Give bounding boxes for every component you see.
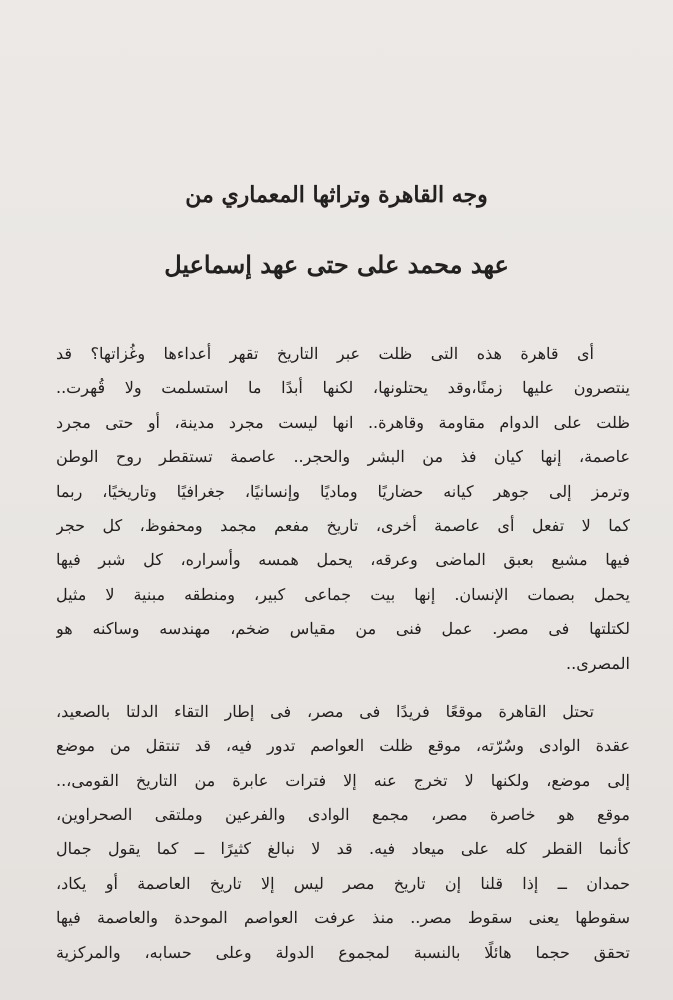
text-line: لكتلتها فى مصر. عمل فنى من مقياس ضخم، مهندسه وساكنه هو xyxy=(56,619,630,639)
text-line: عقدة الوادى وسُرّته، موقع ظلت العواصم تدور فيه، قد تنتقل من موضع xyxy=(56,736,630,756)
paragraph-1 xyxy=(56,337,630,681)
text-line: حمدان ــ إذا قلنا إن تاريخ مصر ليس إلا تاريخ العاصمة أو يكاد، xyxy=(56,873,630,893)
text-line: وترمز إلى جوهر كيانه حضاريًا وماديًا وإنسانيًا، جغرافيًا وتاريخيًا، ربما xyxy=(56,481,630,501)
text-line: كأنما القطر كله على ميعاد فيه. قد لا نبالغ كثيرًا ــ كما يقول جمال xyxy=(56,839,630,859)
text-line: أى قاهرة هذه التى ظلت عبر التاريخ تقهر أعداءها وغُزاتها؟ قد xyxy=(56,344,594,363)
text-line: ظلت على الدوام مقاومة وقاهرة.. انها ليست مجرد مدينة، أو حتى مجرد xyxy=(56,412,630,432)
text-line: تحقق حجما هائلًا بالنسبة لمجموع الدولة وعلى حسابه، والمركزية xyxy=(56,942,630,962)
text-line: سقوطها يعنى سقوط مصر.. منذ عرفت العواصم الموحدة والعاصمة فيها xyxy=(56,908,630,928)
chapter-title-line-2: عهد محمد على حتى عهد إسماعيل xyxy=(164,250,509,279)
text-line: المصرى.. xyxy=(566,653,630,673)
paragraph-gap xyxy=(56,681,630,695)
paragraph-2 xyxy=(56,695,630,970)
text-line: كما لا تفعل أى عاصمة أخرى، تاريخ مفعم مجمد ومحفوظ، كل حجر xyxy=(56,515,630,535)
body-text xyxy=(56,337,630,970)
text-line: تحتل القاهرة موقعًا فريدًا فى مصر، فى إطار التقاء الدلتا بالصعيد، xyxy=(56,701,595,721)
chapter-title-line-1: وجه القاهرة وتراثها المعماري من xyxy=(185,182,488,208)
text-line: فيها مشبع بعبق الماضى وعرقه، يحمل همسه وأسراره، كل شبر فيها xyxy=(56,550,630,570)
text-line: عاصمة، إنها كيان فذ من البشر والحجر.. عاصمة تستقطر روح الوطن xyxy=(56,447,630,467)
text-line: موقع هو خاصرة مصر، مجمع الوادى والفرعين وملتقى الصحراوين، xyxy=(56,805,630,825)
show-through-text xyxy=(0,0,673,330)
text-line: ينتصرون عليها زمنًا،وقد يحتلونها، لكنها أبدًا ما استسلمت ولا قُهرت.. xyxy=(56,378,630,398)
text-line: يحمل بصمات الإنسان. إنها بيت جماعى كبير، ومنطقه مبنية لا مثيل xyxy=(56,584,630,604)
text-line: إلى موضع، ولكنها لا تخرج عنه إلا فترات عابرة من التاريخ القومى،.. xyxy=(56,770,630,790)
